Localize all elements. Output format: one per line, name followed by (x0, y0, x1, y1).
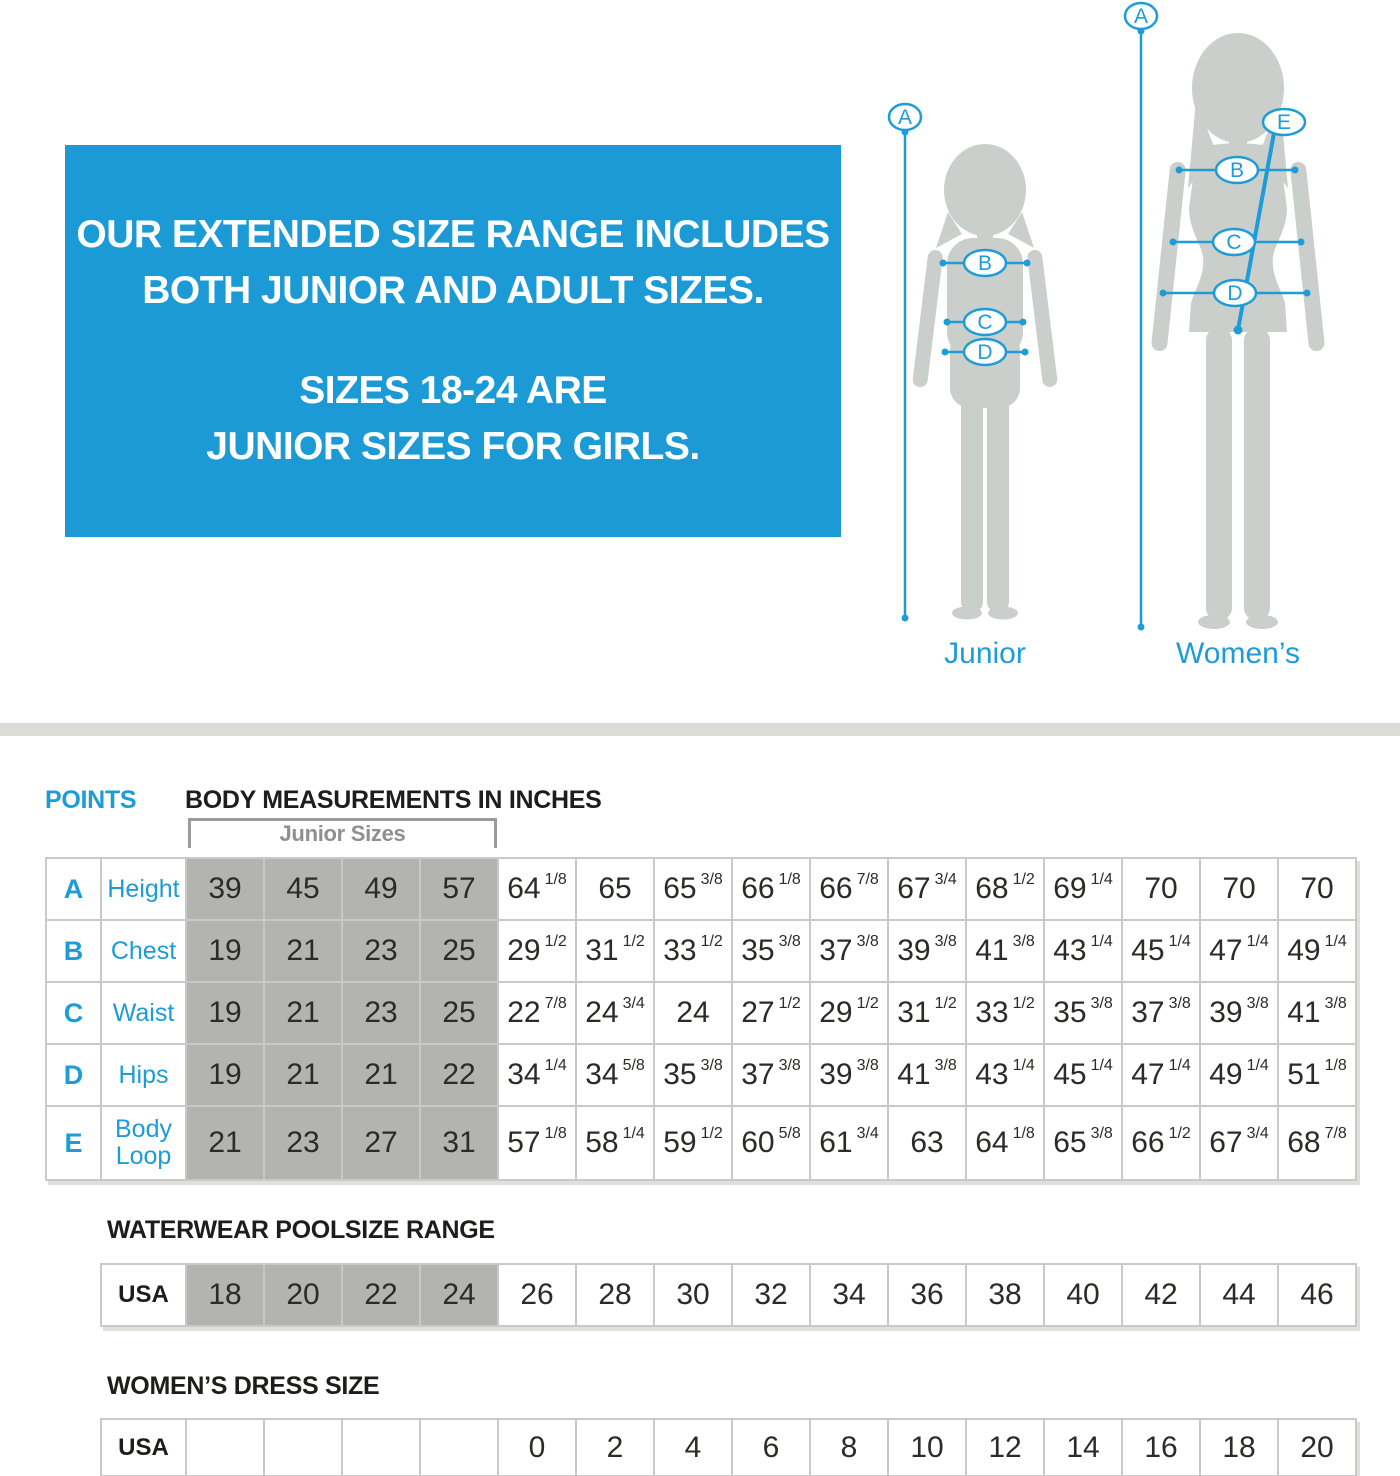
adult-size-cell: 70 (1201, 859, 1279, 921)
adult-size-cell: 34 5/8 (577, 1045, 655, 1107)
junior-size-cell: 49 (343, 859, 421, 921)
adult-size-cell: 67 3/4 (889, 859, 967, 921)
adult-size-cell: 24 3/4 (577, 983, 655, 1045)
junior-size-cell: 20 (265, 1265, 343, 1327)
junior-size-cell: 21 (187, 1107, 265, 1181)
adult-size-cell: 39 3/8 (1201, 983, 1279, 1045)
adult-size-cell: 10 (889, 1420, 967, 1476)
points-header: POINTS (45, 786, 137, 814)
junior-size-cell: 21 (265, 921, 343, 983)
adult-size-cell: 29 1/2 (811, 983, 889, 1045)
point-c-label: C (977, 311, 993, 334)
adult-size-cell: 43 1/4 (967, 1045, 1045, 1107)
junior-size-cell: 21 (343, 1045, 421, 1107)
point-e-label: E (1276, 111, 1292, 134)
banner-line: OUR EXTENDED SIZE RANGE INCLUDES (76, 213, 830, 256)
adult-size-cell: 24 (655, 983, 733, 1045)
junior-size-cell: 19 (187, 983, 265, 1045)
adult-size-cell: 36 (889, 1265, 967, 1327)
adult-size-cell: 69 1/4 (1045, 859, 1123, 921)
point-letter-cell: D (47, 1045, 102, 1107)
adult-size-cell: 20 (1279, 1420, 1357, 1476)
junior-size-cell: 22 (343, 1265, 421, 1327)
junior-size-cell: 22 (421, 1045, 499, 1107)
adult-size-cell: 70 (1279, 859, 1357, 921)
adult-size-cell: 39 3/8 (811, 1045, 889, 1107)
point-a-label: A (897, 106, 913, 129)
point-name-cell: Hips (102, 1045, 187, 1107)
adult-size-cell: 6 (733, 1420, 811, 1476)
banner-line: JUNIOR SIZES FOR GIRLS. (206, 425, 700, 468)
adult-size-cell: 37 3/8 (733, 1045, 811, 1107)
empty-cell (343, 1420, 421, 1476)
point-b-label: B (1229, 159, 1245, 182)
junior-size-cell: 21 (265, 1045, 343, 1107)
junior-silhouette (912, 144, 1058, 620)
adult-size-cell: 65 3/8 (1045, 1107, 1123, 1181)
adult-size-cell: 29 1/2 (499, 921, 577, 983)
adult-size-cell: 63 (889, 1107, 967, 1181)
adult-size-cell: 65 (577, 859, 655, 921)
womens-figure-label: Women’s (1176, 637, 1300, 670)
adult-size-cell: 34 (811, 1265, 889, 1327)
poolsize-table (100, 1263, 1357, 1327)
adult-size-cell: 68 7/8 (1279, 1107, 1357, 1181)
junior-size-cell: 24 (421, 1265, 499, 1327)
junior-size-cell: 25 (421, 921, 499, 983)
adult-size-cell: 39 3/8 (889, 921, 967, 983)
adult-size-cell: 28 (577, 1265, 655, 1327)
junior-size-cell: 27 (343, 1107, 421, 1181)
adult-size-cell: 59 1/2 (655, 1107, 733, 1181)
adult-size-cell: 27 1/2 (733, 983, 811, 1045)
adult-size-cell: 31 1/2 (889, 983, 967, 1045)
adult-size-cell: 65 3/8 (655, 859, 733, 921)
adult-size-cell: 49 1/4 (1279, 921, 1357, 983)
point-name-cell: Chest (102, 921, 187, 983)
point-b-label: B (977, 252, 993, 275)
adult-size-cell: 8 (811, 1420, 889, 1476)
junior-size-cell: 23 (265, 1107, 343, 1181)
point-letter-cell: C (47, 983, 102, 1045)
adult-size-cell: 41 3/8 (889, 1045, 967, 1107)
point-c-label: C (1226, 231, 1242, 254)
adult-size-cell: 70 (1123, 859, 1201, 921)
adult-size-cell: 68 1/2 (967, 859, 1045, 921)
adult-size-cell: 67 3/4 (1201, 1107, 1279, 1181)
junior-size-cell: 21 (265, 983, 343, 1045)
body-measurements-header: BODY MEASUREMENTS IN INCHES (185, 786, 602, 814)
adult-size-cell: 14 (1045, 1420, 1123, 1476)
point-letter-cell: A (47, 859, 102, 921)
point-letter-cell: E (47, 1107, 102, 1181)
junior-size-cell: 23 (343, 921, 421, 983)
point-d-label: D (1227, 282, 1243, 305)
measurements-table (45, 857, 1357, 1181)
point-name-cell: Height (102, 859, 187, 921)
adult-size-cell: 38 (967, 1265, 1045, 1327)
adult-size-cell: 66 7/8 (811, 859, 889, 921)
adult-size-cell: 22 7/8 (499, 983, 577, 1045)
empty-cell (421, 1420, 499, 1476)
usa-row-label: USA (102, 1265, 187, 1327)
adult-size-cell: 44 (1201, 1265, 1279, 1327)
junior-size-cell: 45 (265, 859, 343, 921)
empty-cell (265, 1420, 343, 1476)
point-letter-cell: B (47, 921, 102, 983)
adult-size-cell: 46 (1279, 1265, 1357, 1327)
adult-size-cell: 40 (1045, 1265, 1123, 1327)
junior-size-cell: 18 (187, 1265, 265, 1327)
junior-sizes-bracket: Junior Sizes (188, 818, 497, 848)
junior-size-cell: 31 (421, 1107, 499, 1181)
adult-size-cell: 12 (967, 1420, 1045, 1476)
point-name-cell: Waist (102, 983, 187, 1045)
adult-size-cell: 64 1/8 (499, 859, 577, 921)
adult-size-cell: 42 (1123, 1265, 1201, 1327)
adult-size-cell: 35 3/8 (1045, 983, 1123, 1045)
junior-size-cell: 39 (187, 859, 265, 921)
adult-size-cell: 43 1/4 (1045, 921, 1123, 983)
banner-line: BOTH JUNIOR AND ADULT SIZES. (142, 269, 764, 312)
adult-size-cell: 37 3/8 (811, 921, 889, 983)
adult-size-cell: 26 (499, 1265, 577, 1327)
adult-size-cell: 41 3/8 (967, 921, 1045, 983)
adult-size-cell: 16 (1123, 1420, 1201, 1476)
adult-size-cell: 58 1/4 (577, 1107, 655, 1181)
adult-size-cell: 35 3/8 (655, 1045, 733, 1107)
adult-size-cell: 61 3/4 (811, 1107, 889, 1181)
adult-size-cell: 31 1/2 (577, 921, 655, 983)
junior-size-cell: 25 (421, 983, 499, 1045)
dress-size-table (100, 1418, 1357, 1476)
adult-size-cell: 51 1/8 (1279, 1045, 1357, 1107)
adult-size-cell: 60 5/8 (733, 1107, 811, 1181)
adult-size-cell: 45 1/4 (1045, 1045, 1123, 1107)
adult-size-cell: 33 1/2 (967, 983, 1045, 1045)
info-banner (65, 145, 841, 537)
adult-size-cell: 30 (655, 1265, 733, 1327)
junior-figure-label: Junior (944, 637, 1026, 670)
junior-size-cell: 57 (421, 859, 499, 921)
poolsize-header: WATERWEAR POOLSIZE RANGE (107, 1216, 495, 1244)
adult-size-cell: 4 (655, 1420, 733, 1476)
empty-cell (187, 1420, 265, 1476)
adult-size-cell: 66 1/8 (733, 859, 811, 921)
adult-size-cell: 34 1/4 (499, 1045, 577, 1107)
adult-size-cell: 64 1/8 (967, 1107, 1045, 1181)
adult-size-cell: 35 3/8 (733, 921, 811, 983)
usa-row-label: USA (102, 1420, 187, 1476)
banner-paragraph-2 (206, 363, 699, 475)
adult-size-cell: 45 1/4 (1123, 921, 1201, 983)
adult-size-cell: 2 (577, 1420, 655, 1476)
adult-size-cell: 0 (499, 1420, 577, 1476)
junior-size-cell: 19 (187, 1045, 265, 1107)
point-d-label: D (977, 341, 993, 364)
adult-size-cell: 49 1/4 (1201, 1045, 1279, 1107)
point-a-label: A (1133, 5, 1149, 28)
banner-paragraph-1 (76, 207, 829, 319)
adult-size-cell: 37 3/8 (1123, 983, 1201, 1045)
adult-size-cell: 66 1/2 (1123, 1107, 1201, 1181)
junior-size-cell: 19 (187, 921, 265, 983)
adult-size-cell: 41 3/8 (1279, 983, 1357, 1045)
banner-line: SIZES 18-24 ARE (299, 369, 607, 412)
measurement-figures (860, 0, 1400, 690)
adult-size-cell: 18 (1201, 1420, 1279, 1476)
point-name-cell: Body Loop (102, 1107, 187, 1181)
adult-size-cell: 57 1/8 (499, 1107, 577, 1181)
adult-size-cell: 47 1/4 (1123, 1045, 1201, 1107)
adult-size-cell: 32 (733, 1265, 811, 1327)
adult-size-cell: 33 1/2 (655, 921, 733, 983)
section-divider (0, 723, 1400, 736)
adult-size-cell: 47 1/4 (1201, 921, 1279, 983)
junior-size-cell: 23 (343, 983, 421, 1045)
dress-size-header: WOMEN’S DRESS SIZE (107, 1372, 380, 1400)
